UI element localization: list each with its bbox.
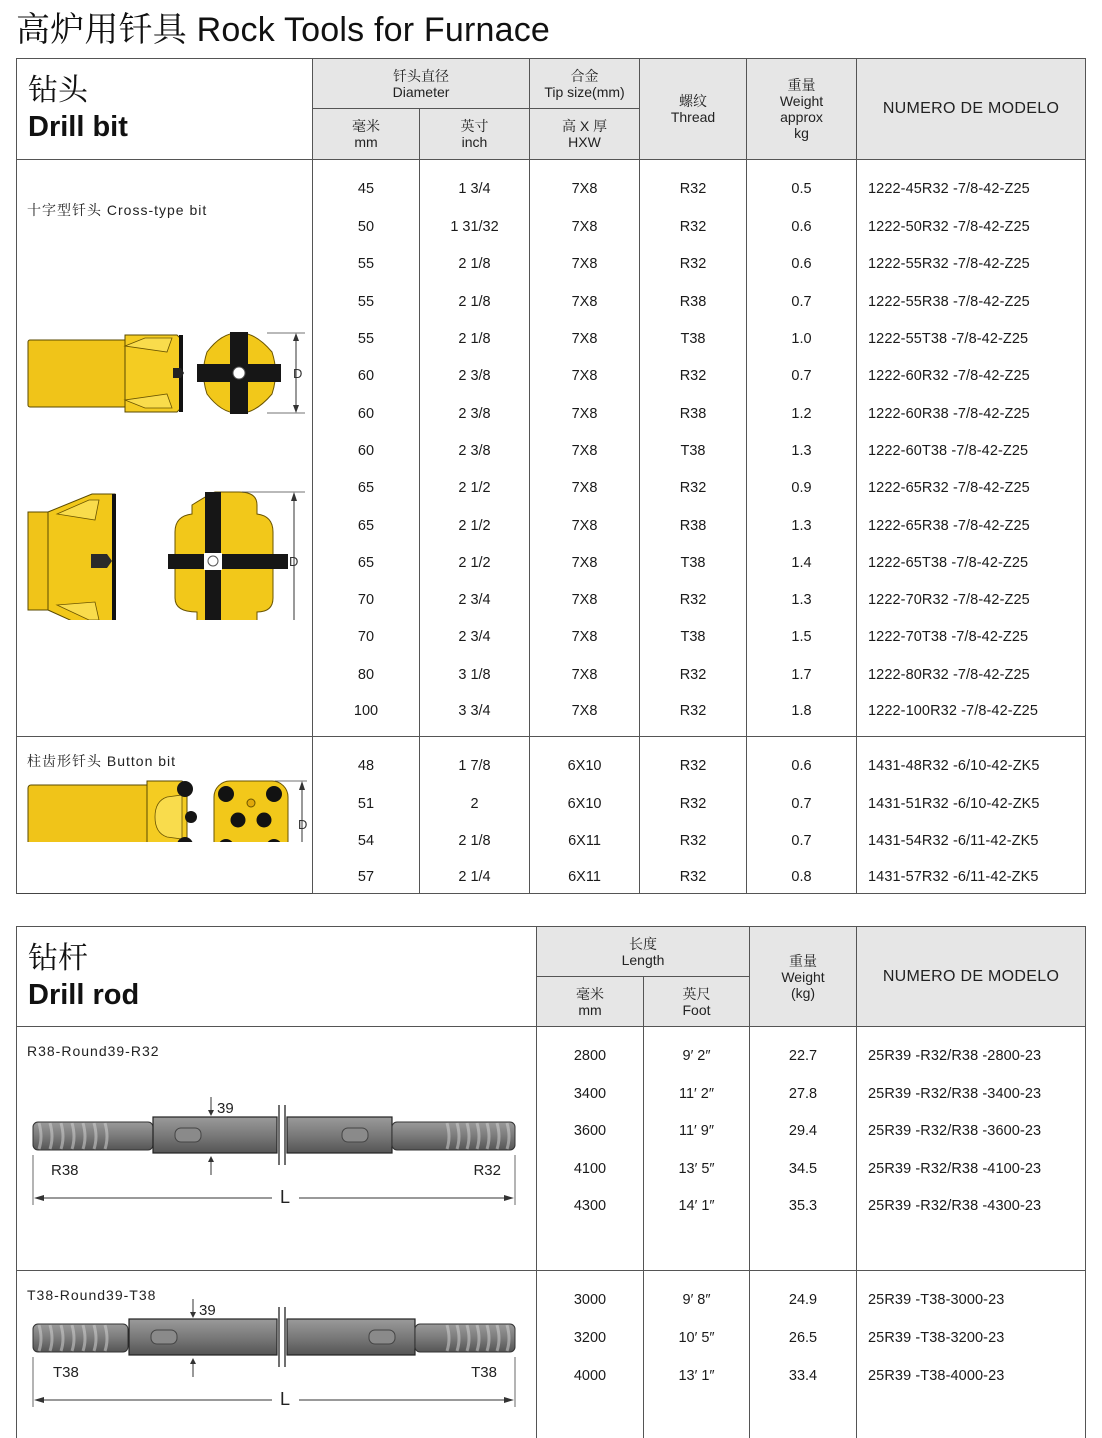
cell-model-number: 1222-70R32 -7/8-42-Z25: [857, 581, 1086, 618]
cell-mm: 3200: [537, 1320, 644, 1357]
cell-model-number: 25R39 -T38-4000-23: [857, 1357, 1086, 1394]
cell-thread: T38: [640, 320, 747, 357]
cell-thread: R32: [640, 581, 747, 618]
right-thread-label: T38: [471, 1364, 497, 1382]
cell-foot: 13′ 1″: [644, 1357, 750, 1394]
cell-mm: 55: [313, 246, 420, 283]
cell-inch: 1 3/4: [420, 160, 530, 209]
cell-model-number: 1222-55T38 -7/8-42-Z25: [857, 320, 1086, 357]
header-foot-zh: 英尺: [682, 985, 711, 1002]
cell-mm: 60: [313, 395, 420, 432]
cross-bit-side-view-large: [28, 494, 116, 620]
cell-mm: 60: [313, 358, 420, 395]
cell-model-number: 1222-100R32 -7/8-42-Z25: [857, 693, 1086, 736]
cell-model-number: 1222-50R32 -7/8-42-Z25: [857, 209, 1086, 246]
cell-tip-size: 7X8: [530, 246, 640, 283]
header-tip-zh: 合金: [570, 67, 599, 84]
cell-weight: 1.3: [747, 581, 857, 618]
header-weight-en: Weight: [779, 93, 824, 109]
cell-thread: R32: [640, 860, 747, 894]
header-model-number: NUMERO DE MODELO: [857, 927, 1086, 1027]
cell-mm: 48: [313, 736, 420, 785]
diameter-label: 39: [217, 1100, 234, 1117]
cell-model-number: 1222-60R32 -7/8-42-Z25: [857, 358, 1086, 395]
cell-tip-size: 7X8: [530, 581, 640, 618]
cell-model-number: 25R39 -T38-3200-23: [857, 1320, 1086, 1357]
cell-weight: 35.3: [750, 1187, 857, 1224]
cell-weight: 1.0: [747, 320, 857, 357]
cell-mm: 50: [313, 209, 420, 246]
page-title: 高炉用钎具 Rock Tools for Furnace: [16, 11, 551, 49]
group-label: 十字型钎头 Cross-type bit: [27, 202, 208, 218]
rod-r38-r32-diagram: [17, 1097, 537, 1217]
cell-inch: 2 1/2: [420, 470, 530, 507]
cell-weight: 1.3: [747, 507, 857, 544]
cell-mm: 60: [313, 432, 420, 469]
group-label: 柱齿形钎头 Button bit: [27, 752, 177, 769]
empty-cell: [750, 1225, 857, 1271]
cell-model-number: 1222-65T38 -7/8-42-Z25: [857, 544, 1086, 581]
cell-model-number: 1222-80R32 -7/8-42-Z25: [857, 656, 1086, 693]
cell-inch: 2 3/8: [420, 432, 530, 469]
cell-weight: 1.7: [747, 656, 857, 693]
rod-right-thread: [415, 1324, 515, 1352]
cell-tip-size: 6X11: [530, 823, 640, 860]
cell-weight: 26.5: [750, 1320, 857, 1357]
cell-tip-size: 7X8: [530, 693, 640, 736]
cell-model-number: 1222-55R32 -7/8-42-Z25: [857, 246, 1086, 283]
cell-model-number: 1222-60T38 -7/8-42-Z25: [857, 432, 1086, 469]
empty-cell: [857, 1225, 1086, 1271]
cell-inch: 2 3/4: [420, 619, 530, 656]
cross-bit-front-view-large: [168, 492, 305, 620]
button-bit-illustration: [17, 737, 313, 842]
cell-thread: R32: [640, 358, 747, 395]
cross-bit-front-view-small: [197, 332, 305, 414]
cell-model-number: 25R39 -T38-3000-23: [857, 1271, 1086, 1320]
cell-weight: 0.5: [747, 160, 857, 209]
cell-inch: 2 1/8: [420, 283, 530, 320]
dimension-label-large: D: [289, 554, 299, 569]
right-thread-label: R32: [473, 1162, 501, 1179]
cell-foot: 11′ 2″: [644, 1076, 750, 1113]
cell-model-number: 25R39 -R32/R38 -2800-23: [857, 1027, 1086, 1076]
header-diameter-en: Diameter: [392, 83, 450, 100]
cell-tip-size: 7X8: [530, 320, 640, 357]
drill-bit-section-title: [17, 59, 313, 160]
cross-bit-illustration: [17, 220, 313, 620]
cell-weight: 34.5: [750, 1150, 857, 1187]
cell-foot: 9′ 2″: [644, 1027, 750, 1076]
cell-foot: 10′ 5″: [644, 1320, 750, 1357]
cell-thread: T38: [640, 619, 747, 656]
cell-tip-size: 6X10: [530, 736, 640, 785]
cell-thread: R32: [640, 160, 747, 209]
rod-body: [153, 1105, 392, 1165]
empty-cell: [537, 1394, 644, 1438]
cell-weight: 1.3: [747, 432, 857, 469]
cell-mm: 70: [313, 619, 420, 656]
cell-weight: 0.7: [747, 283, 857, 320]
cell-mm: 65: [313, 544, 420, 581]
header-tip-en: Tip size(mm): [544, 83, 625, 100]
cell-model-number: 1222-65R38 -7/8-42-Z25: [857, 507, 1086, 544]
cell-tip-size: 7X8: [530, 395, 640, 432]
cell-tip-size: 7X8: [530, 544, 640, 581]
cell-foot: 13′ 5″: [644, 1150, 750, 1187]
cell-weight: 0.7: [747, 823, 857, 860]
rod-image-cell: [17, 1027, 537, 1271]
header-thread-en: Thread: [670, 109, 716, 125]
header-mm-zh: 毫米: [352, 118, 380, 134]
cell-inch: 2 1/2: [420, 544, 530, 581]
cell-model-number: 25R39 -R32/R38 -3600-23: [857, 1113, 1086, 1150]
header-mm: [313, 109, 420, 160]
header-foot: [644, 977, 750, 1027]
rod-image-cell: [17, 1271, 537, 1438]
button-bit-side-view: [28, 781, 197, 842]
cell-mm: 3600: [537, 1113, 644, 1150]
cell-mm: 80: [313, 656, 420, 693]
cell-thread: R38: [640, 283, 747, 320]
rod-t38-t38-diagram: [17, 1299, 537, 1419]
empty-cell: [644, 1225, 750, 1271]
cell-inch: 3 1/8: [420, 656, 530, 693]
cell-weight: 1.2: [747, 395, 857, 432]
empty-cell: [537, 1225, 644, 1271]
cell-mm: 4100: [537, 1150, 644, 1187]
cell-model-number: 25R39 -R32/R38 -4100-23: [857, 1150, 1086, 1187]
cell-mm: 65: [313, 507, 420, 544]
header-inch: [420, 109, 530, 160]
cell-inch: 2 1/2: [420, 507, 530, 544]
cell-model-number: 1222-70T38 -7/8-42-Z25: [857, 619, 1086, 656]
cell-tip-size: 7X8: [530, 432, 640, 469]
cell-weight: 0.6: [747, 209, 857, 246]
cell-model-number: 1431-48R32 -6/10-42-ZK5: [857, 736, 1086, 785]
cell-tip-size: 7X8: [530, 358, 640, 395]
empty-cell: [857, 1394, 1086, 1438]
cell-tip-size: 7X8: [530, 507, 640, 544]
cell-tip-size: 6X11: [530, 860, 640, 894]
table-row: [17, 1027, 1086, 1076]
cell-mm: 4000: [537, 1357, 644, 1394]
cell-model-number: 1431-57R32 -6/11-42-ZK5: [857, 860, 1086, 894]
dimension-label-small: D: [293, 366, 303, 381]
cross-bit-side-view-small: [28, 335, 184, 412]
drill-rod-section-title: [17, 927, 537, 1027]
drill-bit-table: [16, 58, 1086, 894]
header-mm: [537, 977, 644, 1027]
cell-thread: R32: [640, 209, 747, 246]
cell-inch: 2 3/8: [420, 395, 530, 432]
rod-body: [129, 1307, 415, 1367]
cell-inch: 1 31/32: [420, 209, 530, 246]
button-bit-image-cell: [17, 736, 313, 894]
length-label: L: [279, 1187, 291, 1207]
rod-left-thread: [33, 1122, 153, 1150]
header-weight: [747, 59, 857, 160]
empty-cell: [750, 1394, 857, 1438]
cell-weight: 1.5: [747, 619, 857, 656]
cell-inch: 2 1/4: [420, 860, 530, 894]
cell-tip-size: 6X10: [530, 785, 640, 822]
cell-mm: 100: [313, 693, 420, 736]
cell-mm: 57: [313, 860, 420, 894]
cell-thread: R32: [640, 470, 747, 507]
cell-tip-size: 7X8: [530, 619, 640, 656]
cell-model-number: 1222-55R38 -7/8-42-Z25: [857, 283, 1086, 320]
cell-thread: R38: [640, 395, 747, 432]
cell-thread: R32: [640, 656, 747, 693]
table-row: [17, 160, 1086, 209]
cell-thread: R32: [640, 785, 747, 822]
header-diameter-zh: 钎头直径: [393, 67, 449, 84]
header-mm-en: mm: [354, 134, 378, 150]
cell-mm: 51: [313, 785, 420, 822]
cell-weight: 0.6: [747, 736, 857, 785]
cross-bit-drawings: [17, 220, 313, 624]
cell-inch: 2 3/8: [420, 358, 530, 395]
header-thread: [640, 59, 747, 160]
length-label: L: [279, 1389, 291, 1410]
cell-foot: 9′ 8″: [644, 1271, 750, 1320]
cell-model-number: 25R39 -R32/R38 -3400-23: [857, 1076, 1086, 1113]
cell-mm: 70: [313, 581, 420, 618]
cell-mm: 45: [313, 160, 420, 209]
group-label: T38-Round39-T38: [27, 1287, 157, 1304]
cell-weight: 33.4: [750, 1357, 857, 1394]
header-length-en: Length: [621, 951, 665, 968]
button-bit-drawings: [17, 737, 313, 846]
cell-inch: 1 7/8: [420, 736, 530, 785]
cell-mm: 54: [313, 823, 420, 860]
length-dimension: [33, 1357, 515, 1410]
cell-model-number: 1431-51R32 -6/10-42-ZK5: [857, 785, 1086, 822]
length-dimension: [33, 1155, 515, 1205]
cell-inch: 3 3/4: [420, 693, 530, 736]
cell-mm: 3400: [537, 1076, 644, 1113]
header-mm-zh: 毫米: [576, 985, 604, 1002]
cell-weight: 22.7: [750, 1027, 857, 1076]
header-weight-approx: approx: [780, 109, 823, 125]
cell-weight: 0.9: [747, 470, 857, 507]
cell-weight: 1.4: [747, 544, 857, 581]
cell-weight: 24.9: [750, 1271, 857, 1320]
cell-model-number: 1222-60R38 -7/8-42-Z25: [857, 395, 1086, 432]
header-hxw-en: HXW: [568, 134, 601, 150]
cell-mm: 2800: [537, 1027, 644, 1076]
cell-inch: 2: [420, 785, 530, 822]
cell-tip-size: 7X8: [530, 470, 640, 507]
cell-weight: 0.6: [747, 246, 857, 283]
left-thread-label: R38: [51, 1162, 79, 1179]
cell-thread: R32: [640, 823, 747, 860]
cell-thread: R32: [640, 693, 747, 736]
cell-mm: 4300: [537, 1187, 644, 1224]
header-weight-en: Weight: [781, 968, 825, 985]
cell-inch: 2 1/8: [420, 823, 530, 860]
header-weight-zh: 重量: [787, 77, 816, 93]
cell-inch: 2 3/4: [420, 581, 530, 618]
cell-weight: 27.8: [750, 1076, 857, 1113]
cell-mm: 3000: [537, 1271, 644, 1320]
cell-inch: 2 1/8: [420, 246, 530, 283]
dimension-label: D: [298, 816, 308, 832]
cell-foot: 11′ 9″: [644, 1113, 750, 1150]
cell-weight: 29.4: [750, 1113, 857, 1150]
cell-tip-size: 7X8: [530, 160, 640, 209]
header-hxw-zh: 高 X 厚: [561, 118, 608, 134]
cell-foot: 14′ 1″: [644, 1187, 750, 1224]
header-thread-zh: 螺纹: [679, 93, 708, 109]
header-hxw: [530, 109, 640, 160]
cross-bit-image-cell: [17, 160, 313, 737]
cell-model-number: 1222-45R32 -7/8-42-Z25: [857, 160, 1086, 209]
cell-mm: 65: [313, 470, 420, 507]
rod-right-thread: [392, 1122, 515, 1150]
cell-mm: 55: [313, 283, 420, 320]
header-weight-unit: (kg): [790, 984, 816, 1001]
cell-weight: 0.8: [747, 860, 857, 894]
diameter-label: 39: [199, 1302, 216, 1320]
header-diameter: [313, 59, 530, 109]
header-inch-en: inch: [461, 134, 488, 150]
cell-model-number: 1222-65R32 -7/8-42-Z25: [857, 470, 1086, 507]
empty-cell: [644, 1394, 750, 1438]
section-title-zh: 钻头: [28, 74, 88, 107]
header-inch-zh: 英寸: [460, 118, 489, 134]
section-title-en: Drill bit: [28, 111, 128, 143]
cell-mm: 55: [313, 320, 420, 357]
header-model-number: NUMERO DE MODELO: [857, 59, 1086, 160]
header-weight-zh: 重量: [789, 952, 818, 969]
cell-weight: 1.8: [747, 693, 857, 736]
cell-inch: 2 1/8: [420, 320, 530, 357]
cell-thread: T38: [640, 432, 747, 469]
cell-tip-size: 7X8: [530, 656, 640, 693]
section-title-en: Drill rod: [28, 979, 140, 1011]
cell-tip-size: 7X8: [530, 209, 640, 246]
rod-left-thread: [33, 1324, 128, 1352]
left-thread-label: T38: [53, 1364, 79, 1382]
header-tip-size: [530, 59, 640, 109]
cell-thread: R38: [640, 507, 747, 544]
drill-rod-table: [16, 926, 1086, 1438]
cell-tip-size: 7X8: [530, 283, 640, 320]
cell-thread: R32: [640, 246, 747, 283]
cell-weight: 0.7: [747, 358, 857, 395]
header-weight: [750, 927, 857, 1027]
table-row: [17, 736, 1086, 785]
header-length-zh: 长度: [629, 935, 657, 952]
button-bit-front-view: [214, 781, 307, 842]
cell-model-number: 1431-54R32 -6/11-42-ZK5: [857, 823, 1086, 860]
cell-thread: T38: [640, 544, 747, 581]
section-title-zh: 钻杆: [28, 942, 88, 975]
cell-thread: R32: [640, 736, 747, 785]
group-label: R38-Round39-R32: [27, 1043, 160, 1059]
cell-model-number: 25R39 -R32/R38 -4300-23: [857, 1187, 1086, 1224]
header-weight-unit: kg: [794, 125, 809, 141]
header-foot-en: Foot: [682, 1001, 711, 1018]
header-mm-en: mm: [578, 1001, 602, 1018]
table-row: [17, 1271, 1086, 1320]
cell-weight: 0.7: [747, 785, 857, 822]
header-length: [537, 927, 750, 977]
